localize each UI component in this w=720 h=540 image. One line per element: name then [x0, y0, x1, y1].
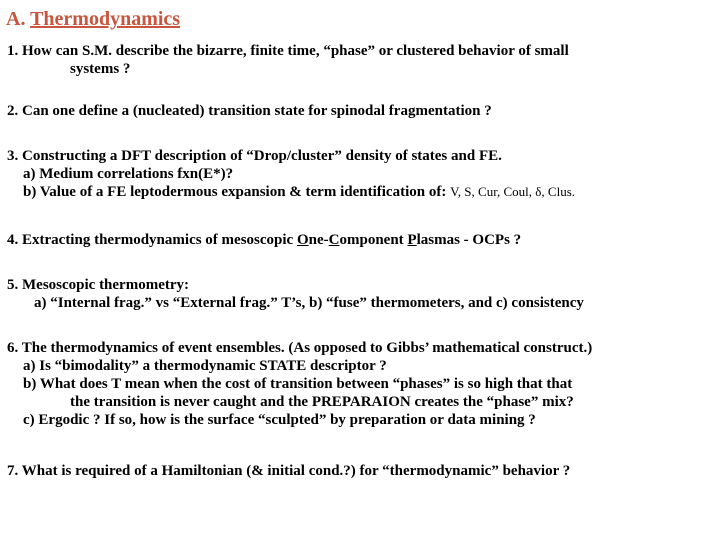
title-prefix: A.	[6, 8, 26, 30]
question-4-component: omponent	[339, 232, 408, 248]
question-6-line-2: a) Is “bimodality” a thermodynamic STATE descriptor ?	[23, 358, 387, 374]
question-5-line-2: a) “Internal frag.” vs “External frag.” T’s, b) “fuse” thermometers, and c) consistency	[34, 295, 584, 311]
question-4-c: C	[328, 232, 340, 248]
question-6-line-1: 6. The thermodynamics of event ensembles. (As opposed to Gibbs’ mathematical construct.)	[7, 340, 593, 356]
question-3-line-3-bold: b) Value of a FE leptodermous expansion & term identification of:	[23, 184, 447, 200]
question-1-line-1: 1. How can S.M. describe the bizarre, finite time, “phase” or clustered behavior of small	[7, 43, 569, 59]
question-3-terms: V, S, Cur, Coul, δ, Clus.	[450, 184, 575, 199]
question-7	[7, 462, 717, 480]
question-2	[7, 102, 717, 120]
question-2-line-1: 2. Can one define a (nucleated) transition state for spinodal fragmentation ?	[7, 103, 492, 119]
question-5	[7, 276, 717, 312]
slide-title	[6, 8, 180, 31]
question-3-line-2: a) Medium correlations fxn(E*)?	[23, 166, 234, 182]
question-4-p: P	[407, 232, 417, 248]
question-6-line-5: c) Ergodic ? If so, how is the surface “sculpted” by preparation or data mining ?	[23, 412, 536, 428]
question-4-o: O	[296, 232, 309, 248]
question-1	[7, 42, 717, 78]
question-5-line-1: 5. Mesoscopic thermometry:	[7, 277, 190, 293]
question-3	[7, 147, 717, 201]
question-4-pre: 4. Extracting thermodynamics of mesoscopic	[7, 232, 297, 248]
title-underlined: Thermodynamics	[30, 8, 181, 30]
question-1-line-2: systems ?	[70, 61, 131, 77]
question-4-line-1	[7, 231, 717, 249]
question-4	[7, 231, 717, 249]
question-6	[7, 339, 717, 429]
question-7-line-1: 7. What is required of a Hamiltonian (& initial cond.?) for “thermodynamic” behavior ?	[7, 463, 571, 479]
question-3-line-1: 3. Constructing a DFT description of “Drop/cluster” density of states and FE.	[7, 148, 502, 164]
question-6-line-3: b) What does T mean when the cost of transition between “phases” is so high that that	[23, 376, 573, 392]
question-6-line-4: the transition is never caught and the PREPARAION creates the “phase” mix?	[70, 394, 574, 410]
question-4-one: ne-	[308, 232, 329, 248]
question-4-post: lasmas - OCPs ?	[416, 232, 522, 248]
question-3-line-3	[7, 183, 717, 201]
